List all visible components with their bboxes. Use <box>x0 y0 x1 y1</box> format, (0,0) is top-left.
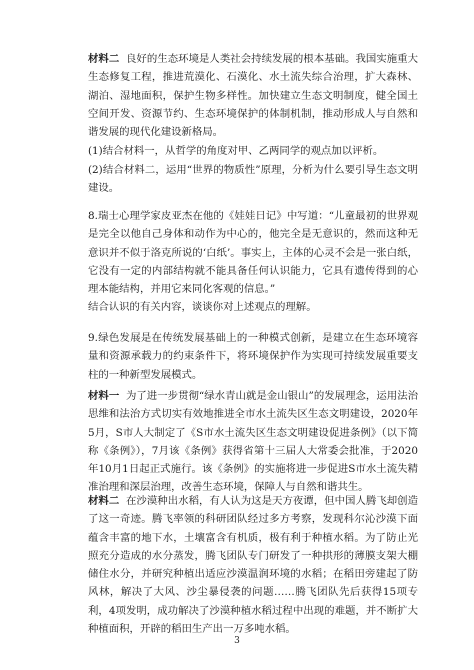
question-8-prompt: 结合认识的有关内容，谈谈你对上述观点的理解。 <box>88 301 317 314</box>
question-9-number: 9. <box>88 332 98 344</box>
material-2-text: 良好的生态环境是人类社会持续发展的根本基础。我国实施重大生态修复工程，推进荒漠化、石漠化、水土流失综合治理，扩大森林、湖泊、湿地面积，保护生物多样性。加快建立生态文明制度，健全国土空间开发、资源节约、生态环境保护的体制机制，推动形成人与自然和谐发展的现代化建设新格局。 <box>88 53 418 139</box>
question-9-material-1-block <box>88 387 418 497</box>
material-2-label: 材料二 <box>88 53 120 65</box>
question-8-text: 瑞士心理学家皮亚杰在他的《娃娃日记》中写道：“儿童最初的世界观是完全以他自己身体和动作为中心的，他完全是无意识的，然而这种无意识并不似于洛克所说的‘白纸’。事实上，主体的心灵不会是一张白纸，它没有一定的内部结构就不能具备任何认识能力，它具有遗传得到的心理本能结构，并用它来同化客观的信息。” <box>88 210 418 296</box>
question-1-block <box>88 142 418 160</box>
question-9-block <box>88 329 418 384</box>
question-8-block <box>88 207 418 317</box>
question-9-material-2-block <box>88 492 418 638</box>
question-1: (1)结合材料一，从哲学的角度对甲、乙两同学的观点加以评析。 <box>88 145 384 157</box>
question-2-block <box>88 161 418 198</box>
question-9-intro-text: 绿色发展是在传统发展基础上的一种模式创新，是建立在生态环境容量和资源承载力的约束条件下，将环境保护作为实现可持续发展重要支柱的一种新型发展模式。 <box>88 332 418 381</box>
material-2-block <box>88 50 418 141</box>
question-9-material-2 <box>88 492 418 638</box>
question-9-material-2-label: 材料二 <box>88 495 120 507</box>
question-2: (2)结合材料二，运用“世界的物质性”原理，分析为什么要引导生态文明建设。 <box>88 164 418 195</box>
question-9-material-1-label: 材料一 <box>88 390 120 402</box>
question-9-intro <box>88 329 418 384</box>
question-8-number: 8. <box>88 210 98 222</box>
page-number: 3 <box>234 636 240 646</box>
material-2-paragraph <box>88 50 418 141</box>
question-9-material-2-text: 在沙漠种出水稻，有人认为这是天方夜谭，但中国人腾飞却创造了这一奇迹。腾飞率领的科研团队经过多方考察，发现科尔沁沙漠下面蕴含丰富的地下水，土壤富含有机质，极有利于种植水稻。为了防止光照充分造成的水分蒸发，腾飞团队专门研发了一种拱形的薄膜支架大棚储住水分，并研究种植出适应沙漠温润环境的水稻；在稻田旁建起了防风林，解决了大风、沙尘暴侵袭的问题……腾飞团队先后获得15项专利，4项发明，成功解决了沙漠种植水稻过程中出现的难题，并不断扩大种植面积，开辟的稻田生产出一万多吨水稻。 <box>88 495 418 636</box>
question-8-quote <box>88 207 418 298</box>
question-9-material-1 <box>88 387 418 497</box>
question-9-material-1-text: 为了进一步贯彻“绿水青山就是金山银山”的发展理念，运用法治思维和法治方式切实有效地推进全市水土流失区生态文明建设，2020年5月，S市人大制定了《S市水土流失区生态文明建设促进条例》（以下简称《条例》），7月该《条例》获得省第十三届人大常委会批准，于2020年10月1日起正式施行。该《条例》的实施将进一步促进S市水土流失精准治理和深层治理，改善生态环境，保障人与自然和谐共生。 <box>88 390 419 494</box>
